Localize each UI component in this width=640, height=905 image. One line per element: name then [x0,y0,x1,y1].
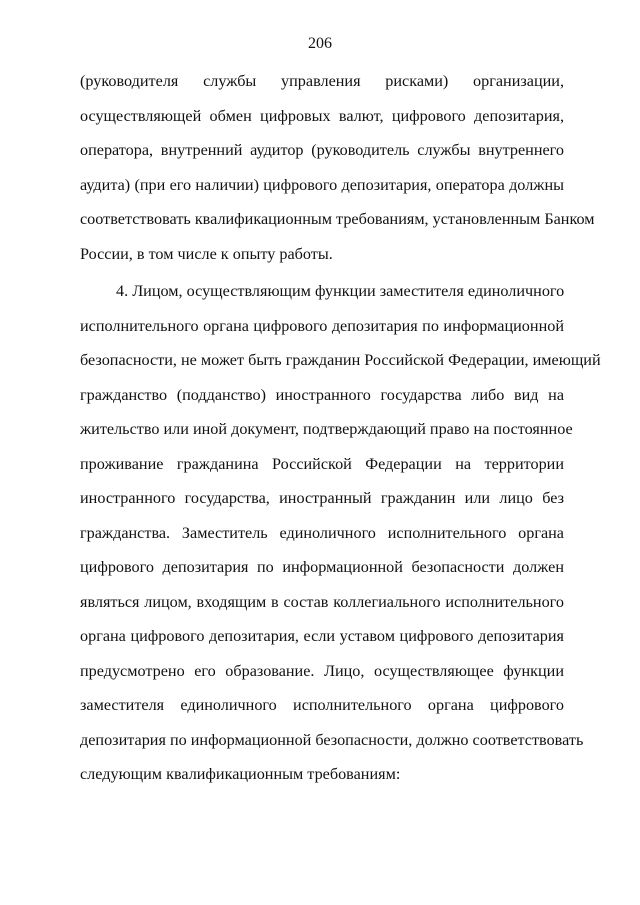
text-line: исполнительного органа цифрового депозитария по информационной [80,316,564,335]
text-line: оператора, внутренний аудитор (руководитель службы внутреннего [80,141,564,159]
paragraph-continuation [80,71,595,278]
text-line: гражданства. Заместитель единоличного исполнительного органа [80,523,564,542]
text-line: России, в том числе к опыту работы. [80,244,333,263]
text-line: предусмотрено его образование. Лицо, осуществляющее функции [80,661,564,680]
text-line: 4. Лицом, осуществляющим функции заместителя единоличного [116,282,565,300]
text-line: жительство или иной документ, подтверждающий право на постоянное [80,420,573,438]
text-line: безопасности, не может быть гражданин Российской Федерации, имеющий [80,351,601,369]
text-line: соответствовать квалификационным требованиям, установленным Банком [80,210,595,228]
text-line: проживание гражданина Российской Федерации на территории [80,454,564,473]
text-line: являться лицом, входящим в состав коллегиального исполнительного [80,592,564,611]
text-line: цифрового депозитария по информационной безопасности должен [80,558,564,576]
paragraph-item-4 [80,281,601,799]
text-line: следующим квалификационным требованиям: [80,765,401,783]
text-line: (руководителя службы управления рисками) организации, [80,72,564,90]
text-line: гражданство (подданство) иностранного государства либо вид на [80,385,564,404]
text-line: заместителя единоличного исполнительного органа цифрового [80,696,564,714]
page-number: 206 [308,35,332,52]
text-line: иностранного государства, иностранный гражданин или лицо без [80,489,564,507]
text-line: аудита) (при его наличии) цифрового депозитария, оператора должны [80,175,564,194]
text-line: осуществляющей обмен цифровых валют, цифрового депозитария, [80,106,564,125]
text-line: депозитария по информационной безопасности, должно соответствовать [80,730,584,749]
text-line: органа цифрового депозитария, если уставом цифрового депозитария [80,627,564,645]
